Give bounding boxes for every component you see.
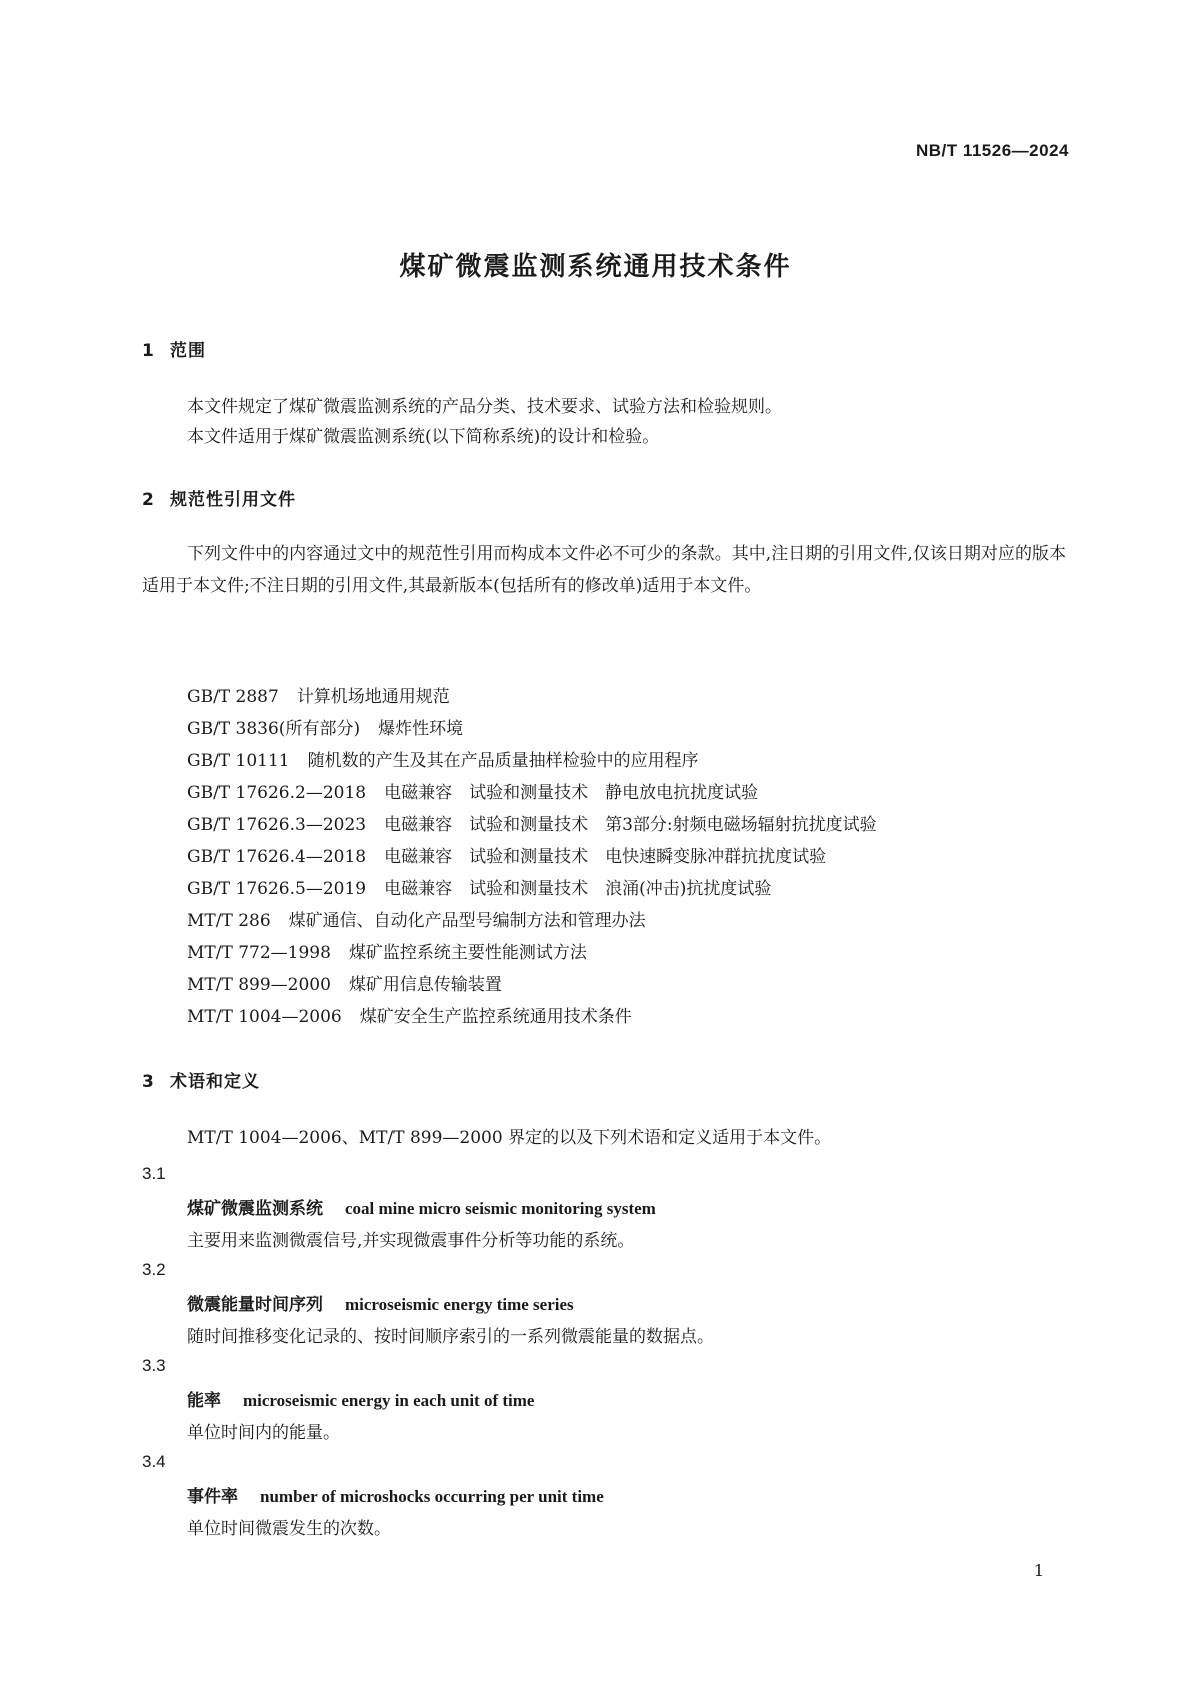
page-number: 1 [1033, 1561, 1044, 1580]
term-en: coal mine micro seismic monitoring system [345, 1199, 656, 1218]
term-number: 3.4 [142, 1452, 166, 1471]
reference-title: 煤矿通信、自动化产品型号编制方法和管理办法 [288, 911, 646, 931]
reference-item [187, 777, 877, 809]
reference-code: MT/T 772—1998 [187, 943, 331, 963]
scope-paragraph-1: 本文件规定了煤矿微震监测系统的产品分类、技术要求、试验方法和检验规则。 [187, 397, 782, 417]
section-1-heading [142, 336, 206, 361]
section-3-heading [142, 1067, 260, 1092]
term-heading [187, 1290, 574, 1315]
reference-item [187, 937, 877, 969]
reference-title: 电磁兼容 试验和测量技术 电快速瞬变脉冲群抗扰度试验 [384, 847, 827, 867]
term-heading [187, 1194, 656, 1219]
document-title: 煤矿微震监测系统通用技术条件 [399, 252, 792, 282]
reference-title: 煤矿监控系统主要性能测试方法 [348, 943, 587, 963]
reference-title: 计算机场地通用规范 [296, 687, 450, 707]
reference-title: 随机数的产生及其在产品质量抽样检验中的应用程序 [307, 751, 699, 771]
term-heading [187, 1482, 604, 1507]
term-cn: 事件率 [187, 1487, 238, 1507]
term-cn: 煤矿微震监测系统 [187, 1199, 323, 1219]
reference-title: 爆炸性环境 [378, 719, 464, 739]
reference-item [187, 713, 877, 745]
reference-title: 电磁兼容 试验和测量技术 静电放电抗扰度试验 [384, 783, 759, 803]
section-title: 规范性引用文件 [170, 490, 296, 510]
term-definition: 单位时间内的能量。 [187, 1423, 340, 1443]
term-en: number of microshocks occurring per unit time [260, 1487, 604, 1506]
term-definition: 主要用来监测微震信号,并实现微震事件分析等功能的系统。 [187, 1231, 635, 1251]
section-title: 术语和定义 [170, 1072, 260, 1092]
reference-title: 煤矿用信息传输装置 [348, 975, 502, 995]
term-en: microseismic energy time series [345, 1295, 574, 1314]
reference-item [187, 969, 877, 1001]
reference-code: MT/T 899—2000 [187, 975, 331, 995]
reference-item [187, 681, 877, 713]
reference-code: MT/T 1004—2006 [187, 1007, 342, 1027]
term-number: 3.3 [142, 1356, 166, 1375]
section-number: 2 [142, 490, 155, 510]
reference-code: GB/T 3836(所有部分) [187, 719, 361, 739]
scope-paragraph-2: 本文件适用于煤矿微震监测系统(以下简称系统)的设计和检验。 [187, 427, 660, 447]
reference-title: 电磁兼容 试验和测量技术 浪涌(冲击)抗扰度试验 [384, 879, 772, 899]
reference-code: GB/T 2887 [187, 687, 279, 707]
reference-list [187, 681, 877, 1033]
section-title: 范围 [170, 341, 206, 361]
reference-code: GB/T 17626.5—2019 [187, 879, 367, 899]
terms-intro: MT/T 1004—2006、MT/T 899—2000 界定的以及下列术语和定义适用于本文件。 [187, 1128, 832, 1148]
reference-item [187, 841, 877, 873]
reference-item [187, 905, 877, 937]
normative-refs-intro: 下列文件中的内容通过文中的规范性引用而构成本文件必不可少的条款。其中,注日期的引用文件,仅该日期对应的版本适用于本文件;不注日期的引用文件,其最新版本(包括所有的修改单)适用于本文件。 [142, 544, 1066, 596]
reference-item [187, 873, 877, 905]
term-number: 3.2 [142, 1260, 166, 1279]
reference-code: GB/T 17626.2—2018 [187, 783, 367, 803]
term-cn: 能率 [187, 1391, 221, 1411]
term-number: 3.1 [142, 1164, 166, 1183]
reference-title: 煤矿安全生产监控系统通用技术条件 [359, 1007, 632, 1027]
term-definition: 单位时间微震发生的次数。 [187, 1519, 391, 1539]
standard-number: NB/T 11526—2024 [915, 141, 1069, 160]
reference-code: GB/T 17626.3—2023 [187, 815, 367, 835]
section-2-heading [142, 485, 296, 510]
reference-item [187, 1001, 877, 1033]
section-number: 1 [142, 341, 155, 361]
reference-code: GB/T 10111 [187, 751, 290, 771]
term-cn: 微震能量时间序列 [187, 1295, 323, 1315]
reference-code: MT/T 286 [187, 911, 271, 931]
reference-item [187, 745, 877, 777]
term-en: microseismic energy in each unit of time [243, 1391, 535, 1410]
reference-item [187, 809, 877, 841]
term-definition: 随时间推移变化记录的、按时间顺序索引的一系列微震能量的数据点。 [187, 1327, 714, 1347]
reference-title: 电磁兼容 试验和测量技术 第3部分:射频电磁场辐射抗扰度试验 [384, 815, 877, 835]
reference-code: GB/T 17626.4—2018 [187, 847, 367, 867]
term-heading [187, 1386, 534, 1411]
section-number: 3 [142, 1072, 155, 1092]
